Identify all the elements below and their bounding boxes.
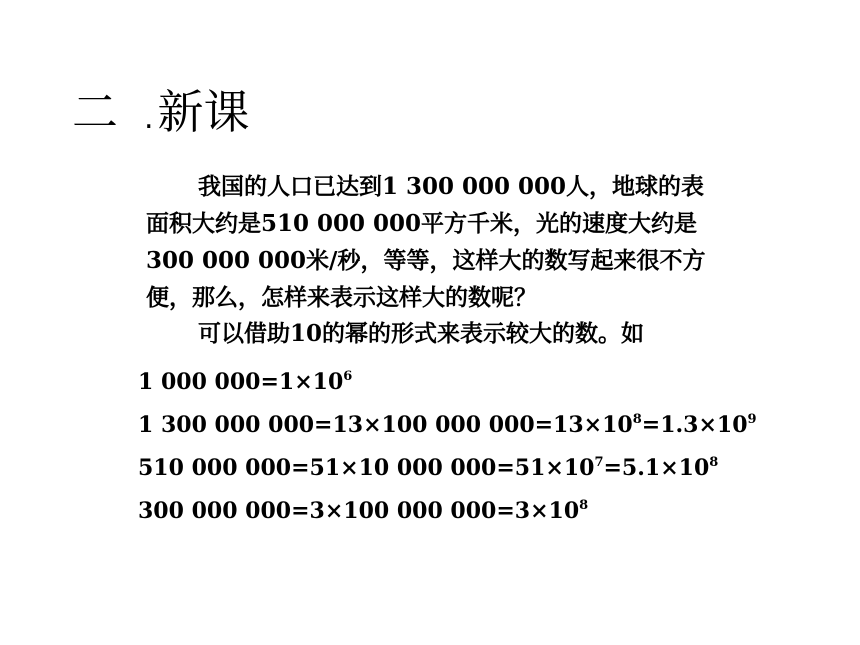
equation-2-text-2: =1.3×10 (641, 412, 748, 438)
intro-line-3: 300 000 000米/秒，等等，这样大的数写起来很不方 (146, 247, 706, 274)
equation-1-exponent: 6 (343, 369, 353, 384)
equation-4 (138, 490, 757, 533)
equation-4-exponent: 8 (579, 498, 589, 513)
equation-3-exponent-1: 7 (594, 455, 604, 470)
equation-4-text: 300 000 000=3×100 000 000=3×10 (138, 498, 580, 524)
equation-3-text: 510 000 000=51×10 000 000=51×10 (138, 455, 595, 481)
intro-line-1: 我国的人口已达到1 300 000 000人，地球的表 (198, 173, 705, 200)
equation-3 (138, 447, 757, 490)
equation-list (138, 361, 757, 533)
equation-1 (138, 361, 757, 404)
method-paragraph (146, 315, 806, 352)
section-title: 新课 (157, 85, 250, 139)
equation-1-text: 1 000 000=1×10 (138, 369, 344, 395)
section-dot: . (144, 101, 154, 136)
intro-paragraph (146, 168, 806, 316)
section-heading (72, 80, 250, 144)
equation-3-text-2: =5.1×10 (603, 455, 710, 481)
intro-line-2: 面积大约是510 000 000平方千米，光的速度大约是 (146, 210, 698, 237)
equation-2-exponent-2: 9 (747, 412, 757, 427)
section-number: 二 (72, 85, 118, 139)
equation-2-text: 1 300 000 000=13×100 000 000=13×10 (138, 412, 633, 438)
equation-2 (138, 404, 757, 447)
method-line: 可以借助10的幂的形式来表示较大的数。如 (198, 320, 645, 347)
intro-line-4: 便，那么，怎样来表示这样大的数呢？ (146, 284, 537, 311)
equation-2-exponent-1: 8 (632, 412, 642, 427)
equation-3-exponent-2: 8 (709, 455, 719, 470)
